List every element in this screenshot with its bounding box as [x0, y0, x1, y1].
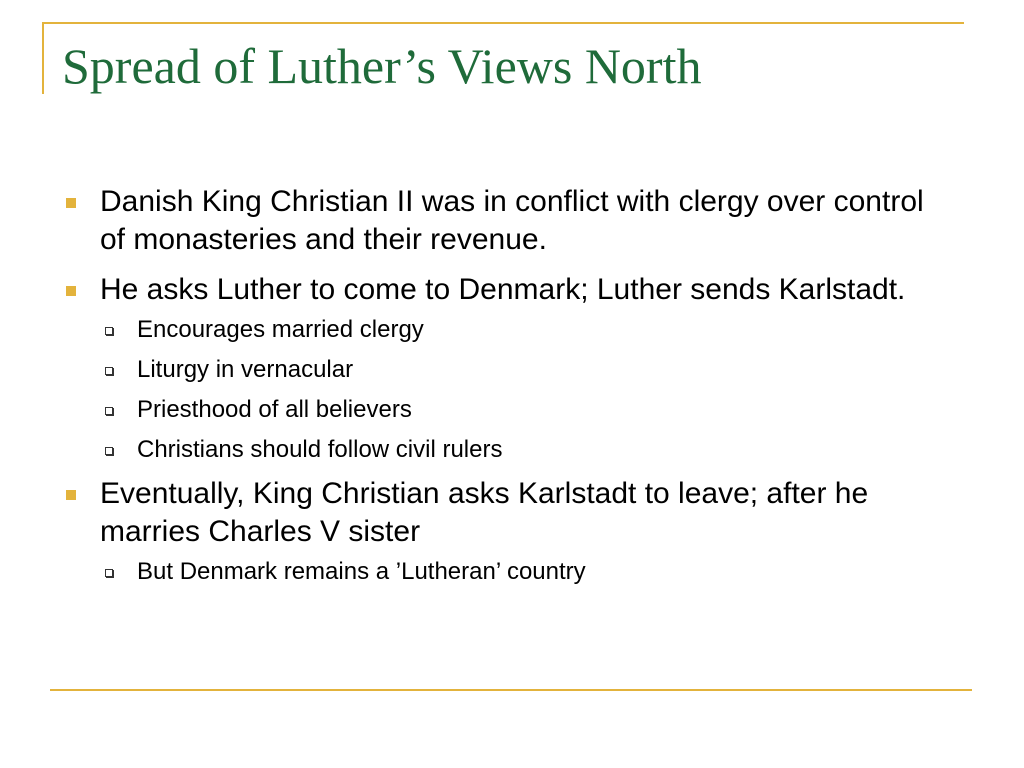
bullet-list [60, 183, 950, 597]
top-border-line [42, 22, 964, 24]
filled-square-bullet-icon [66, 286, 76, 296]
sub-bullet-item [60, 395, 950, 425]
slide-title: Spread of Luther’s Views North [62, 38, 702, 94]
sub-bullet-text: Christians should follow civil rulers [137, 436, 503, 463]
hollow-square-bullet-icon [105, 407, 113, 415]
sub-bullet-item [60, 315, 950, 345]
bullet-text: He asks Luther to come to Denmark; Luther sends Karlstadt. [100, 273, 906, 306]
filled-square-bullet-icon [66, 198, 76, 208]
hollow-square-bullet-icon [105, 447, 113, 455]
sub-bullet-text: Liturgy in vernacular [137, 356, 354, 383]
left-border-line [42, 22, 44, 94]
bullet-text: Eventually, King Christian asks Karlstadt to leave; after he marries Charles V sister [100, 477, 869, 548]
hollow-square-bullet-icon [105, 367, 113, 375]
bullet-text: Danish King Christian II was in conflict with clergy over control of monasteries and their revenue. [100, 185, 924, 256]
sub-bullet-item [60, 355, 950, 385]
bullet-item [60, 475, 950, 551]
bullet-item [60, 271, 950, 309]
sub-bullet-item [60, 557, 950, 587]
sub-bullet-item [60, 435, 950, 465]
filled-square-bullet-icon [66, 490, 76, 500]
bullet-item [60, 183, 950, 259]
hollow-square-bullet-icon [105, 327, 113, 335]
sub-bullet-text: Encourages married clergy [137, 316, 424, 343]
hollow-square-bullet-icon [105, 569, 113, 577]
sub-bullet-text: Priesthood of all believers [137, 396, 412, 423]
bottom-border-line [50, 689, 972, 691]
sub-bullet-text: But Denmark remains a ’Lutheran’ country [137, 558, 586, 585]
